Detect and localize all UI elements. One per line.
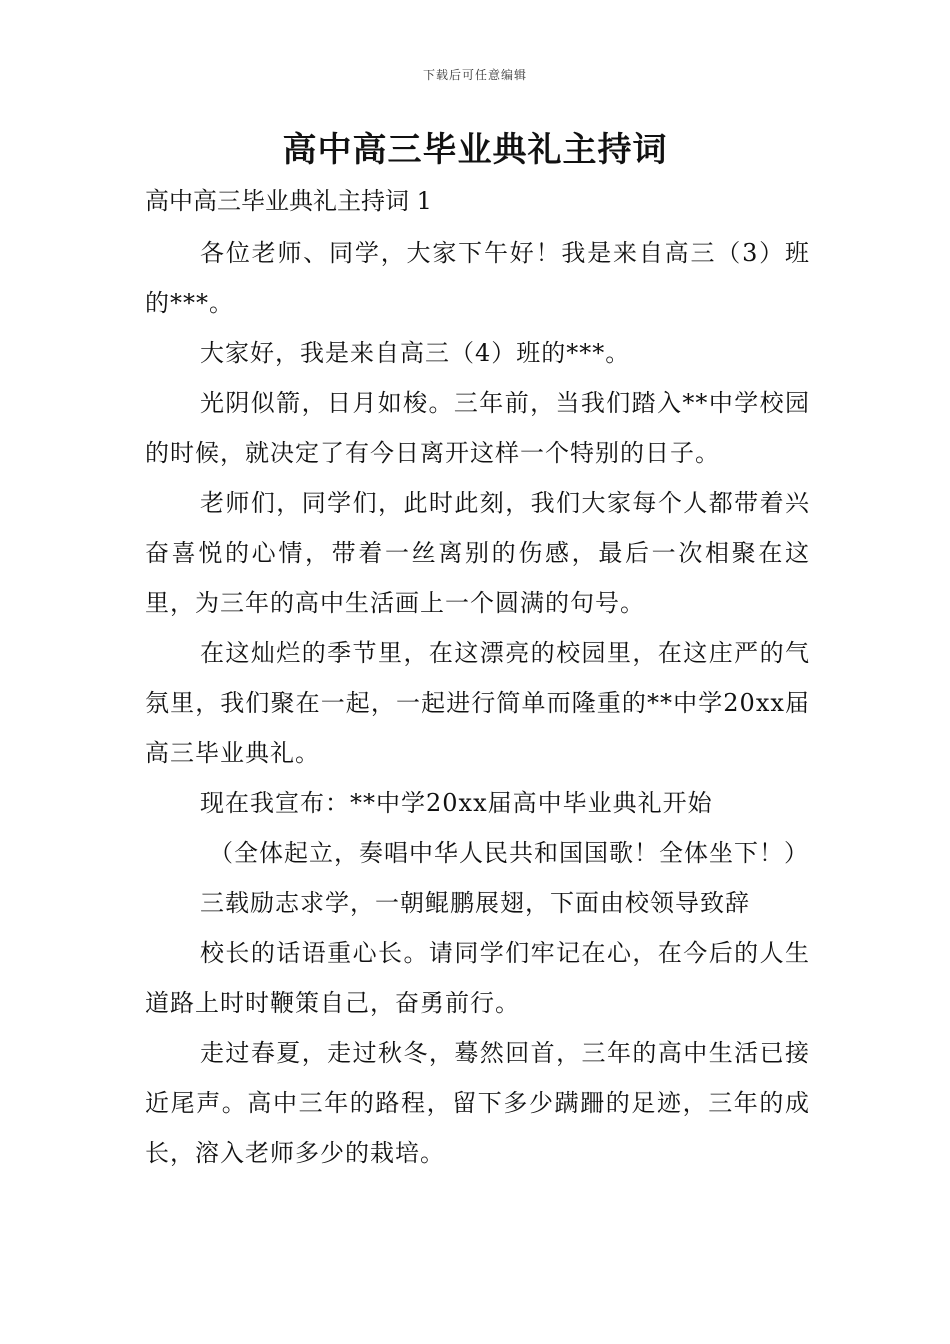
paragraph-leader-speech: 三载励志求学，一朝鲲鹏展翅，下面由校领导致辞: [200, 889, 750, 917]
paragraph-anthem: （全体起立，奏唱中华人民共和国国歌！全体坐下！）: [209, 839, 809, 867]
paragraph-teachers-students: 老师们，同学们，此时此刻，我们大家每个人都带着兴奋喜悦的心情，带着一丝离别的伤感，最后一次相聚在这里，为三年的高中生活画上一个圆满的句号。: [145, 489, 810, 617]
paragraph-greeting-1: 各位老师、同学，大家下午好！我是来自高三（3）班的***。: [145, 239, 810, 317]
paragraph-looking-back: 走过春夏，走过秋冬，蓦然回首，三年的高中生活已接近尾声。高中三年的路程，留下多少蹒跚的足迹，三年的成长，溶入老师多少的栽培。: [145, 1039, 810, 1167]
paragraph-ceremony: 在这灿烂的季节里，在这漂亮的校园里，在这庄严的气氛里，我们聚在一起，一起进行简单而隆重的**中学20xx届高三毕业典礼。: [145, 639, 810, 767]
section-heading: 高中高三毕业典礼主持词 1: [145, 187, 432, 215]
document-body: [145, 178, 810, 1178]
paragraph-greeting-2: 大家好，我是来自高三（4）班的***。: [200, 339, 631, 367]
paragraph-time-flies: 光阴似箭，日月如梭。三年前，当我们踏入**中学校园的时候，就决定了有今日离开这样一个特别的日子。: [145, 389, 810, 467]
document-title: 高中高三毕业典礼主持词: [282, 130, 668, 170]
paragraph-principal: 校长的话语重心长。请同学们牢记在心，在今后的人生道路上时时鞭策自己，奋勇前行。: [145, 939, 810, 1017]
header-note: 下载后可任意编辑: [422, 68, 527, 82]
paragraph-announcement: 现在我宣布：**中学20xx届高中毕业典礼开始: [200, 789, 713, 817]
